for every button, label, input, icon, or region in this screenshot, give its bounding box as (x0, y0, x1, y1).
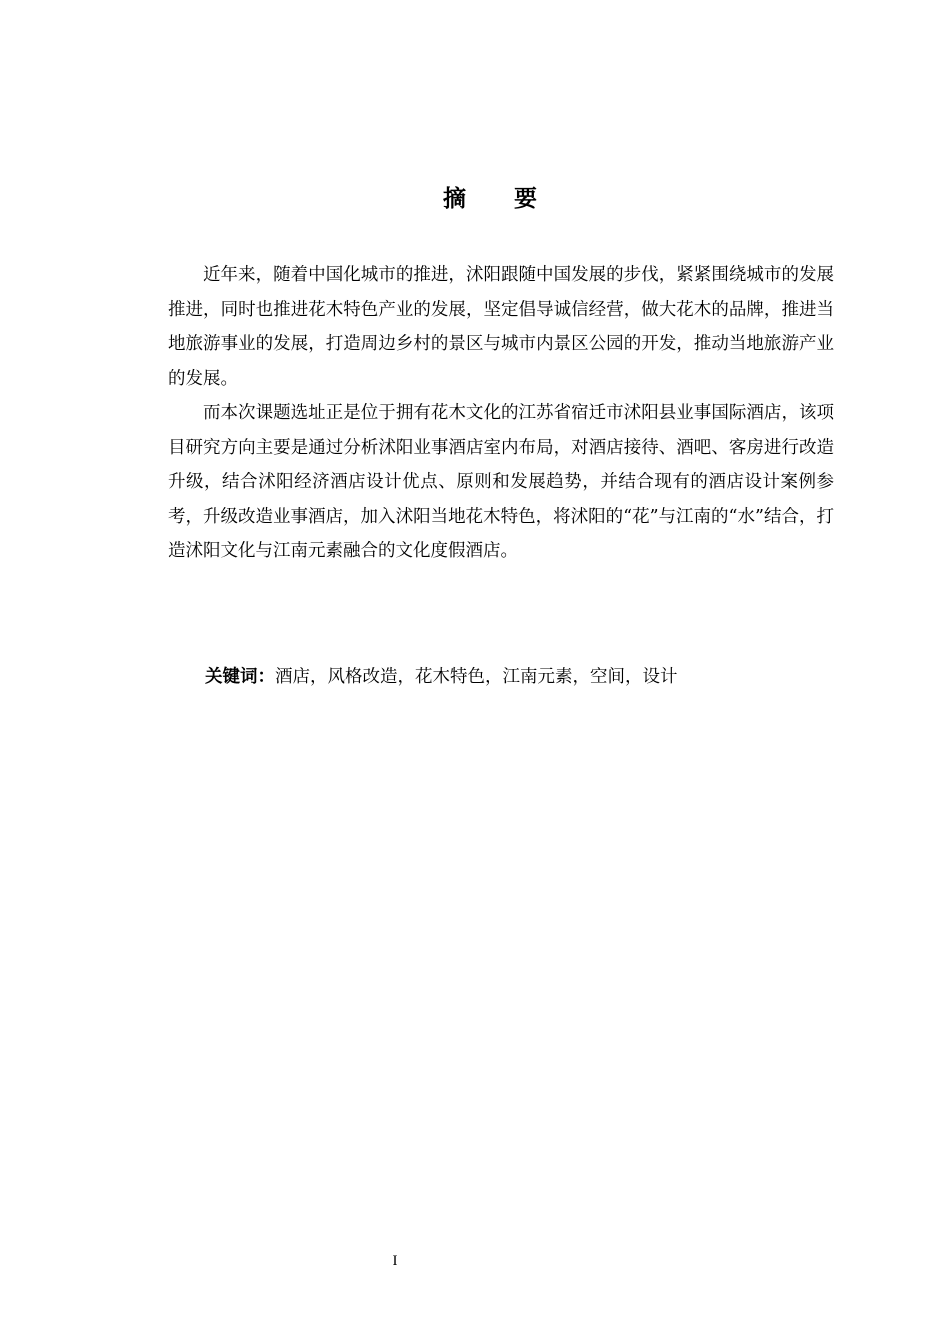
keywords-line (205, 662, 835, 692)
abstract-body (168, 258, 834, 569)
keywords-list: 酒店，风格改造，花木特色，江南元素，空间，设计 (275, 667, 678, 687)
abstract-paragraph-1: 近年来，随着中国化城市的推进，沭阳跟随中国发展的步伐，紧紧围绕城市的发展推进，同时也推进花木特色产业的发展，坚定倡导诚信经营，做大花木的品牌，推进当地旅游事业的发展，打造周边乡村的景区与城市内景区公园的开发，推动当地旅游产业的发展。 (168, 265, 834, 389)
page-title: 摘 要 (442, 186, 557, 212)
page-number: I (392, 1253, 398, 1269)
keywords-label: 关键词： (205, 667, 275, 687)
abstract-paragraph-2: 而本次课题选址正是位于拥有花木文化的江苏省宿迁市沭阳县业事国际酒店，该项目研究方向主要是通过分析沭阳业事酒店室内布局，对酒店接待、酒吧、客房进行改造升级，结合沭阳经济酒店设计优点、原则和发展趋势，并结合现有的酒店设计案例参考，升级改造业事酒店，加入沭阳当地花木特色，将沭阳的“花”与江南的“水”结合，打造沭阳文化与江南元素融合的文化度假酒店。 (168, 403, 834, 561)
